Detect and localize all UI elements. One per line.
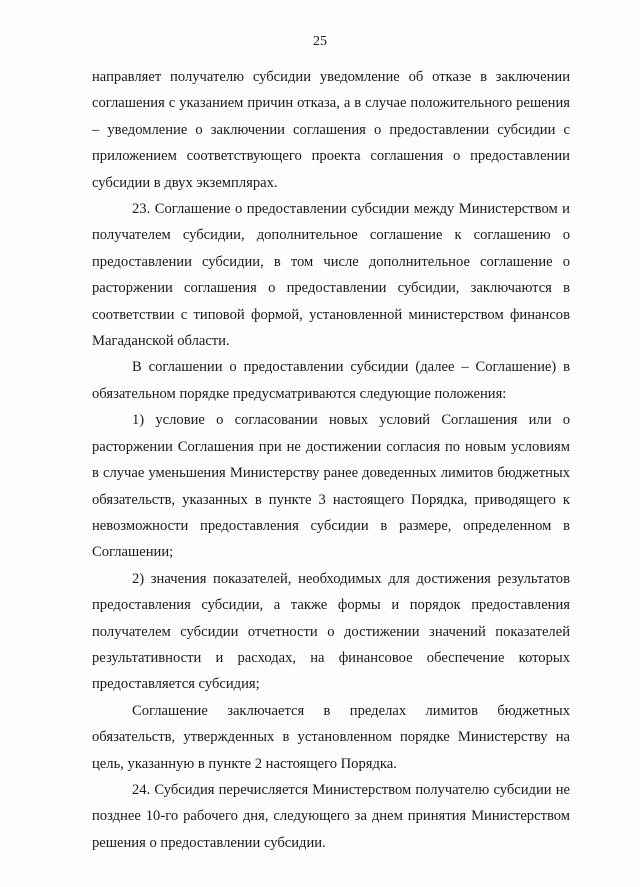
document-body xyxy=(92,64,570,856)
page-number: 25 xyxy=(313,34,327,49)
paragraph-continuation: направляет получателю субсидии уведомление об отказе в заключении соглашения с указанием причин отказа, а в случае положительного решения – уведомление о заключении соглашения о предоставлении субсидии с приложением соответствующего проекта соглашения о предоставлении субсидии в двух экземплярах. xyxy=(92,69,570,191)
paragraph-item-23: 23. Соглашение о предоставлении субсидии между Министерством и получателем субсидии, дополнительное соглашение к соглашению о предоставлении субсидии, в том числе дополнительное соглашение о расторжении соглашения о предоставлении субсидии, заключаются в соответствии с типовой формой, установленной министерством финансов Магаданской области. xyxy=(92,201,570,350)
paragraph-condition-1: 1) условие о согласовании новых условий Соглашения или о расторжении Соглашения при не достижении согласия по новым условиям в случае уменьшения Министерству ранее доведенных лимитов бюджетных обязательств, указанных в пункте 3 настоящего Порядка, приводящего к невозможности предоставления субсидии в размере, определенном в Соглашении; xyxy=(92,412,570,561)
paragraph-agreement-limits: Соглашение заключается в пределах лимитов бюджетных обязательств, утвержденных в установленном порядке Министерству на цель, указанную в пункте 2 настоящего Порядка. xyxy=(92,702,570,772)
paragraph-condition-2: 2) значения показателей, необходимых для достижения результатов предоставления субсидии, а также формы и порядок предоставления получателем субсидии отчетности о достижении значений показателей результативности и расходах, на финансовое обеспечение которых предоставляется субсидия; xyxy=(92,570,570,693)
paragraph-item-24: 24. Субсидия перечисляется Министерством получателю субсидии не позднее 10-го рабочего дня, следующего за днем принятия Министерством решения о предоставлении субсидии. xyxy=(92,781,570,851)
paragraph-agreement-intro: В соглашении о предоставлении субсидии (далее – Соглашение) в обязательном порядке предусматриваются следующие положения: xyxy=(92,359,570,402)
